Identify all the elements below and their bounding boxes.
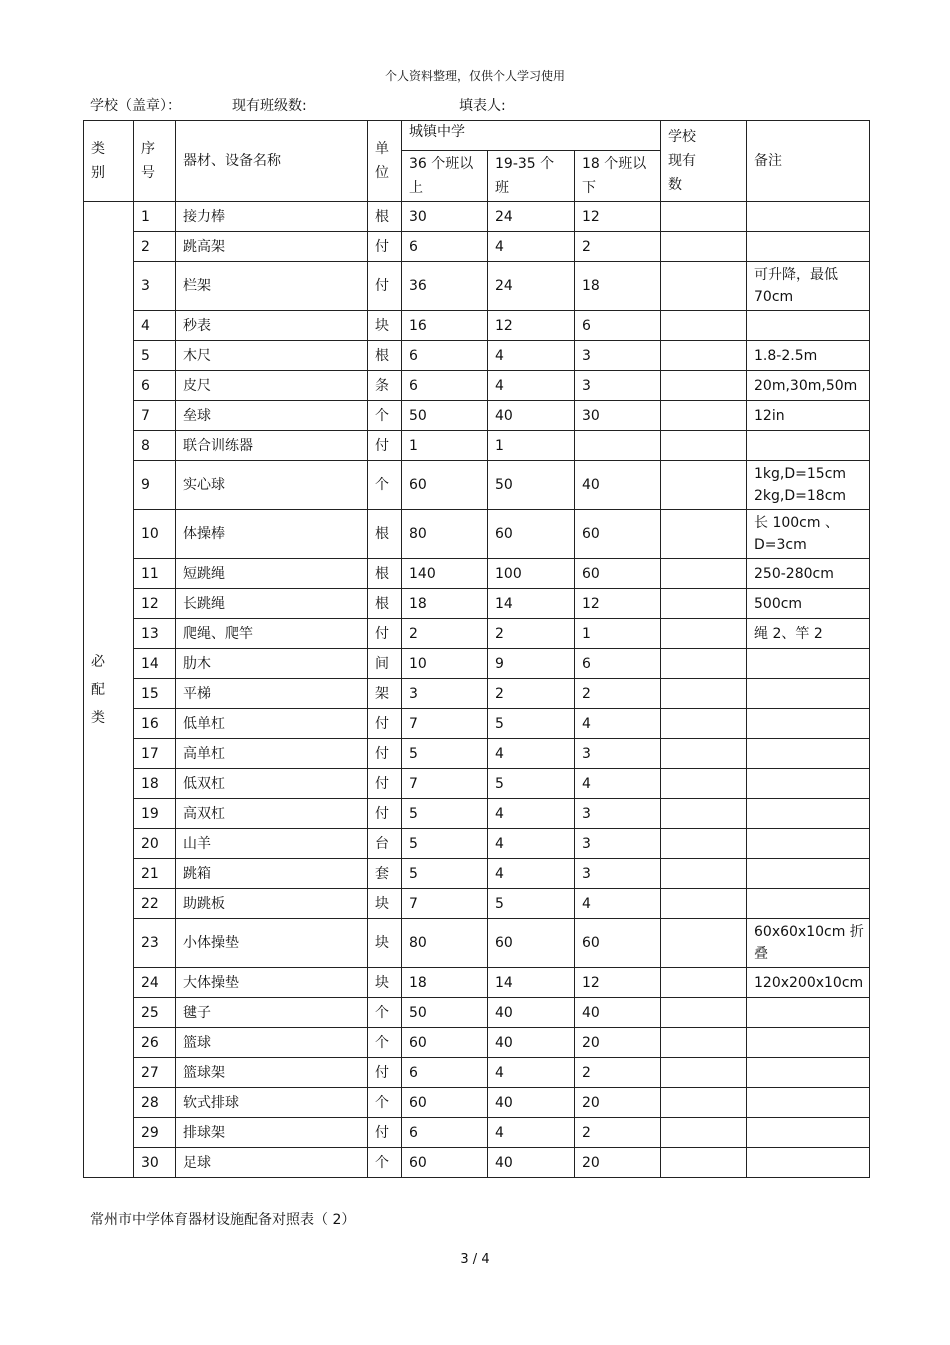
qty-36-cell: 7 bbox=[402, 889, 488, 919]
qty-19-35-cell: 4 bbox=[488, 1058, 575, 1088]
qty-36-cell: 80 bbox=[402, 510, 488, 559]
current-count-cell bbox=[661, 769, 747, 799]
qty-36-cell: 16 bbox=[402, 311, 488, 341]
unit-cell: 付 bbox=[368, 262, 402, 311]
qty-36-cell: 1 bbox=[402, 431, 488, 461]
qty-36-cell: 10 bbox=[402, 649, 488, 679]
current-count-cell bbox=[661, 232, 747, 262]
table-row bbox=[84, 401, 870, 431]
unit-cell: 套 bbox=[368, 859, 402, 889]
table-row bbox=[84, 341, 870, 371]
name-cell: 秒表 bbox=[176, 311, 368, 341]
qty-36-cell: 5 bbox=[402, 739, 488, 769]
qty-19-35-cell: 9 bbox=[488, 649, 575, 679]
table-row bbox=[84, 431, 870, 461]
seq-cell: 24 bbox=[134, 968, 176, 998]
note-cell: 可升降，最低70cm bbox=[747, 262, 870, 311]
table-row bbox=[84, 371, 870, 401]
name-cell: 木尺 bbox=[176, 341, 368, 371]
current-count-cell bbox=[661, 919, 747, 968]
seq-cell: 25 bbox=[134, 998, 176, 1028]
qty-19-35-cell: 50 bbox=[488, 461, 575, 510]
seq-cell: 11 bbox=[134, 559, 176, 589]
seq-cell: 18 bbox=[134, 769, 176, 799]
qty-19-35-cell: 4 bbox=[488, 829, 575, 859]
qty-19-35-cell: 60 bbox=[488, 919, 575, 968]
note-cell bbox=[747, 1148, 870, 1178]
current-count-cell bbox=[661, 968, 747, 998]
seq-cell: 4 bbox=[134, 311, 176, 341]
unit-cell: 付 bbox=[368, 1058, 402, 1088]
table-row bbox=[84, 232, 870, 262]
name-cell: 联合训练器 bbox=[176, 431, 368, 461]
header-seq: 序号 bbox=[134, 121, 176, 202]
qty-18-cell: 40 bbox=[575, 461, 661, 510]
qty-19-35-cell: 4 bbox=[488, 739, 575, 769]
name-cell: 高双杠 bbox=[176, 799, 368, 829]
qty-18-cell: 12 bbox=[575, 968, 661, 998]
current-count-cell bbox=[661, 799, 747, 829]
class-count-label: 现有班级数: bbox=[232, 98, 307, 114]
unit-cell: 付 bbox=[368, 709, 402, 739]
table-row bbox=[84, 919, 870, 968]
current-count-cell bbox=[661, 829, 747, 859]
table-row bbox=[84, 1088, 870, 1118]
table-row bbox=[84, 510, 870, 559]
qty-36-cell: 18 bbox=[402, 968, 488, 998]
qty-36-cell: 6 bbox=[402, 371, 488, 401]
qty-18-cell: 2 bbox=[575, 679, 661, 709]
unit-cell: 个 bbox=[368, 1088, 402, 1118]
seq-cell: 30 bbox=[134, 1148, 176, 1178]
unit-cell: 块 bbox=[368, 968, 402, 998]
qty-18-cell: 6 bbox=[575, 311, 661, 341]
seq-cell: 29 bbox=[134, 1118, 176, 1148]
note-cell: 500cm bbox=[747, 589, 870, 619]
current-count-cell bbox=[661, 619, 747, 649]
unit-cell: 块 bbox=[368, 919, 402, 968]
unit-cell: 根 bbox=[368, 341, 402, 371]
unit-cell: 根 bbox=[368, 202, 402, 232]
qty-18-cell: 3 bbox=[575, 829, 661, 859]
note-cell: 1kg,D=15cm 2kg,D=18cm bbox=[747, 461, 870, 510]
name-cell: 栏架 bbox=[176, 262, 368, 311]
current-count-cell bbox=[661, 510, 747, 559]
name-cell: 低双杠 bbox=[176, 769, 368, 799]
note-cell bbox=[747, 1058, 870, 1088]
note-cell: 12in bbox=[747, 401, 870, 431]
qty-19-35-cell: 24 bbox=[488, 202, 575, 232]
name-cell: 短跳绳 bbox=[176, 559, 368, 589]
seq-cell: 2 bbox=[134, 232, 176, 262]
qty-18-cell: 2 bbox=[575, 1058, 661, 1088]
current-count-cell bbox=[661, 311, 747, 341]
current-count-cell bbox=[661, 202, 747, 232]
seq-cell: 7 bbox=[134, 401, 176, 431]
qty-19-35-cell: 60 bbox=[488, 510, 575, 559]
current-count-cell bbox=[661, 341, 747, 371]
qty-18-cell: 12 bbox=[575, 589, 661, 619]
note-cell bbox=[747, 431, 870, 461]
qty-18-cell: 4 bbox=[575, 889, 661, 919]
name-cell: 平梯 bbox=[176, 679, 368, 709]
qty-19-35-cell: 4 bbox=[488, 341, 575, 371]
seq-cell: 3 bbox=[134, 262, 176, 311]
table-row bbox=[84, 998, 870, 1028]
name-cell: 爬绳、爬竿 bbox=[176, 619, 368, 649]
unit-cell: 付 bbox=[368, 431, 402, 461]
qty-19-35-cell: 40 bbox=[488, 1028, 575, 1058]
qty-18-cell: 3 bbox=[575, 859, 661, 889]
note-cell bbox=[747, 889, 870, 919]
qty-19-35-cell: 40 bbox=[488, 1088, 575, 1118]
seq-cell: 27 bbox=[134, 1058, 176, 1088]
qty-18-cell: 20 bbox=[575, 1088, 661, 1118]
qty-18-cell: 3 bbox=[575, 341, 661, 371]
current-count-cell bbox=[661, 1088, 747, 1118]
qty-19-35-cell: 40 bbox=[488, 998, 575, 1028]
table-row bbox=[84, 1028, 870, 1058]
name-cell: 毽子 bbox=[176, 998, 368, 1028]
qty-19-35-cell: 4 bbox=[488, 859, 575, 889]
seq-cell: 6 bbox=[134, 371, 176, 401]
table-row bbox=[84, 889, 870, 919]
qty-18-cell: 3 bbox=[575, 799, 661, 829]
note-cell bbox=[747, 311, 870, 341]
qty-18-cell: 4 bbox=[575, 769, 661, 799]
note-cell bbox=[747, 232, 870, 262]
name-cell: 高单杠 bbox=[176, 739, 368, 769]
qty-36-cell: 140 bbox=[402, 559, 488, 589]
name-cell: 助跳板 bbox=[176, 889, 368, 919]
category-cell: 必配类 bbox=[84, 202, 134, 1178]
current-count-cell bbox=[661, 589, 747, 619]
name-cell: 跳箱 bbox=[176, 859, 368, 889]
table-row bbox=[84, 968, 870, 998]
qty-18-cell: 3 bbox=[575, 371, 661, 401]
name-cell: 长跳绳 bbox=[176, 589, 368, 619]
current-count-cell bbox=[661, 1118, 747, 1148]
qty-18-cell: 2 bbox=[575, 232, 661, 262]
seq-cell: 8 bbox=[134, 431, 176, 461]
qty-19-35-cell: 24 bbox=[488, 262, 575, 311]
seq-cell: 5 bbox=[134, 341, 176, 371]
note-cell bbox=[747, 202, 870, 232]
note-cell bbox=[747, 1118, 870, 1148]
note-cell bbox=[747, 1088, 870, 1118]
current-count-cell bbox=[661, 679, 747, 709]
current-count-cell bbox=[661, 889, 747, 919]
qty-18-cell: 18 bbox=[575, 262, 661, 311]
unit-cell: 付 bbox=[368, 739, 402, 769]
seq-cell: 12 bbox=[134, 589, 176, 619]
table-row bbox=[84, 829, 870, 859]
qty-36-cell: 5 bbox=[402, 859, 488, 889]
current-count-cell bbox=[661, 859, 747, 889]
table-row bbox=[84, 1118, 870, 1148]
table-row bbox=[84, 461, 870, 510]
header-current-count: 学校现有数 bbox=[661, 121, 747, 202]
name-cell: 软式排球 bbox=[176, 1088, 368, 1118]
table-row bbox=[84, 859, 870, 889]
qty-36-cell: 5 bbox=[402, 799, 488, 829]
equipment-table bbox=[83, 120, 870, 1178]
seq-cell: 1 bbox=[134, 202, 176, 232]
qty-19-35-cell: 14 bbox=[488, 968, 575, 998]
qty-18-cell bbox=[575, 431, 661, 461]
name-cell: 篮球架 bbox=[176, 1058, 368, 1088]
name-cell: 篮球 bbox=[176, 1028, 368, 1058]
qty-36-cell: 7 bbox=[402, 709, 488, 739]
seq-cell: 16 bbox=[134, 709, 176, 739]
note-cell bbox=[747, 829, 870, 859]
note-cell: 250-280cm bbox=[747, 559, 870, 589]
qty-18-cell: 6 bbox=[575, 649, 661, 679]
note-cell bbox=[747, 769, 870, 799]
seq-cell: 15 bbox=[134, 679, 176, 709]
qty-36-cell: 50 bbox=[402, 401, 488, 431]
form-filler-label: 填表人: bbox=[459, 98, 506, 114]
unit-cell: 付 bbox=[368, 769, 402, 799]
qty-19-35-cell: 2 bbox=[488, 619, 575, 649]
qty-19-35-cell: 5 bbox=[488, 709, 575, 739]
qty-18-cell: 3 bbox=[575, 739, 661, 769]
qty-18-cell: 4 bbox=[575, 709, 661, 739]
qty-36-cell: 60 bbox=[402, 1088, 488, 1118]
table-row bbox=[84, 559, 870, 589]
table-row bbox=[84, 709, 870, 739]
unit-cell: 付 bbox=[368, 619, 402, 649]
unit-cell: 付 bbox=[368, 1118, 402, 1148]
qty-36-cell: 6 bbox=[402, 341, 488, 371]
current-count-cell bbox=[661, 1148, 747, 1178]
unit-cell: 根 bbox=[368, 559, 402, 589]
name-cell: 小体操垫 bbox=[176, 919, 368, 968]
qty-36-cell: 60 bbox=[402, 1028, 488, 1058]
seq-cell: 19 bbox=[134, 799, 176, 829]
qty-36-cell: 6 bbox=[402, 1058, 488, 1088]
note-cell: 1.8-2.5m bbox=[747, 341, 870, 371]
qty-36-cell: 36 bbox=[402, 262, 488, 311]
unit-cell: 根 bbox=[368, 589, 402, 619]
unit-cell: 间 bbox=[368, 649, 402, 679]
current-count-cell bbox=[661, 431, 747, 461]
note-cell: 120x200x10cm bbox=[747, 968, 870, 998]
header-18-classes: 18 个班以下 bbox=[575, 151, 661, 202]
unit-cell: 个 bbox=[368, 998, 402, 1028]
current-count-cell bbox=[661, 1058, 747, 1088]
current-count-cell bbox=[661, 371, 747, 401]
table-row bbox=[84, 769, 870, 799]
current-count-cell bbox=[661, 709, 747, 739]
qty-19-35-cell: 4 bbox=[488, 232, 575, 262]
qty-18-cell: 60 bbox=[575, 919, 661, 968]
header-19-35-classes: 19-35 个班 bbox=[488, 151, 575, 202]
table-row bbox=[84, 202, 870, 232]
qty-19-35-cell: 100 bbox=[488, 559, 575, 589]
header-note: 个人资料整理，仅供个人学习使用 bbox=[384, 69, 565, 83]
current-count-cell bbox=[661, 998, 747, 1028]
qty-19-35-cell: 5 bbox=[488, 889, 575, 919]
page-number: 3 / 4 bbox=[460, 1252, 490, 1267]
unit-cell: 付 bbox=[368, 799, 402, 829]
note-cell bbox=[747, 649, 870, 679]
table-row bbox=[84, 799, 870, 829]
qty-36-cell: 60 bbox=[402, 1148, 488, 1178]
current-count-cell bbox=[661, 262, 747, 311]
current-count-cell bbox=[661, 739, 747, 769]
qty-18-cell: 60 bbox=[575, 559, 661, 589]
current-count-cell bbox=[661, 401, 747, 431]
qty-18-cell: 20 bbox=[575, 1148, 661, 1178]
table-row bbox=[84, 619, 870, 649]
qty-18-cell: 1 bbox=[575, 619, 661, 649]
name-cell: 肋木 bbox=[176, 649, 368, 679]
qty-36-cell: 18 bbox=[402, 589, 488, 619]
header-name: 器材、设备名称 bbox=[176, 121, 368, 202]
qty-18-cell: 60 bbox=[575, 510, 661, 559]
unit-cell: 架 bbox=[368, 679, 402, 709]
name-cell: 接力棒 bbox=[176, 202, 368, 232]
qty-36-cell: 3 bbox=[402, 679, 488, 709]
header-urban-middle-school: 城镇中学 bbox=[402, 121, 661, 151]
note-cell bbox=[747, 1028, 870, 1058]
qty-36-cell: 80 bbox=[402, 919, 488, 968]
qty-19-35-cell: 1 bbox=[488, 431, 575, 461]
header-unit: 单位 bbox=[368, 121, 402, 202]
table-row bbox=[84, 589, 870, 619]
table-row bbox=[84, 1148, 870, 1178]
table-caption: 常州市中学体育器材设施配备对照表（ 2） bbox=[90, 1212, 356, 1228]
seq-cell: 26 bbox=[134, 1028, 176, 1058]
name-cell: 大体操垫 bbox=[176, 968, 368, 998]
unit-cell: 个 bbox=[368, 1148, 402, 1178]
seq-cell: 20 bbox=[134, 829, 176, 859]
table-row bbox=[84, 739, 870, 769]
qty-19-35-cell: 14 bbox=[488, 589, 575, 619]
header-36-classes: 36 个班以上 bbox=[402, 151, 488, 202]
qty-36-cell: 50 bbox=[402, 998, 488, 1028]
note-cell bbox=[747, 679, 870, 709]
qty-36-cell: 7 bbox=[402, 769, 488, 799]
unit-cell: 付 bbox=[368, 232, 402, 262]
note-cell: 长 100cm 、D=3cm bbox=[747, 510, 870, 559]
qty-18-cell: 2 bbox=[575, 1118, 661, 1148]
seq-cell: 23 bbox=[134, 919, 176, 968]
qty-19-35-cell: 40 bbox=[488, 1148, 575, 1178]
current-count-cell bbox=[661, 1028, 747, 1058]
qty-19-35-cell: 4 bbox=[488, 799, 575, 829]
seq-cell: 28 bbox=[134, 1088, 176, 1118]
qty-36-cell: 30 bbox=[402, 202, 488, 232]
note-cell bbox=[747, 799, 870, 829]
note-cell: 绳 2、竿 2 bbox=[747, 619, 870, 649]
qty-36-cell: 6 bbox=[402, 1118, 488, 1148]
table-row bbox=[84, 311, 870, 341]
current-count-cell bbox=[661, 461, 747, 510]
qty-36-cell: 60 bbox=[402, 461, 488, 510]
school-stamp-label: 学校（盖章）： bbox=[90, 98, 181, 114]
unit-cell: 块 bbox=[368, 889, 402, 919]
unit-cell: 台 bbox=[368, 829, 402, 859]
qty-18-cell: 40 bbox=[575, 998, 661, 1028]
qty-19-35-cell: 12 bbox=[488, 311, 575, 341]
table-row bbox=[84, 679, 870, 709]
note-cell bbox=[747, 739, 870, 769]
qty-19-35-cell: 40 bbox=[488, 401, 575, 431]
qty-18-cell: 20 bbox=[575, 1028, 661, 1058]
name-cell: 排球架 bbox=[176, 1118, 368, 1148]
seq-cell: 14 bbox=[134, 649, 176, 679]
name-cell: 低单杠 bbox=[176, 709, 368, 739]
current-count-cell bbox=[661, 559, 747, 589]
unit-cell: 个 bbox=[368, 1028, 402, 1058]
seq-cell: 9 bbox=[134, 461, 176, 510]
qty-18-cell: 12 bbox=[575, 202, 661, 232]
header-note: 备注 bbox=[747, 121, 870, 202]
table-row bbox=[84, 1058, 870, 1088]
note-cell: 20m,30m,50m bbox=[747, 371, 870, 401]
note-cell bbox=[747, 709, 870, 739]
unit-cell: 个 bbox=[368, 401, 402, 431]
header-category: 类别 bbox=[84, 121, 134, 202]
seq-cell: 17 bbox=[134, 739, 176, 769]
qty-36-cell: 6 bbox=[402, 232, 488, 262]
unit-cell: 条 bbox=[368, 371, 402, 401]
qty-19-35-cell: 4 bbox=[488, 371, 575, 401]
note-cell bbox=[747, 859, 870, 889]
note-cell bbox=[747, 998, 870, 1028]
name-cell: 跳高架 bbox=[176, 232, 368, 262]
qty-19-35-cell: 2 bbox=[488, 679, 575, 709]
qty-18-cell: 30 bbox=[575, 401, 661, 431]
note-cell: 60x60x10cm 折叠 bbox=[747, 919, 870, 968]
seq-cell: 13 bbox=[134, 619, 176, 649]
table-row bbox=[84, 262, 870, 311]
name-cell: 实心球 bbox=[176, 461, 368, 510]
name-cell: 垒球 bbox=[176, 401, 368, 431]
unit-cell: 个 bbox=[368, 461, 402, 510]
seq-cell: 21 bbox=[134, 859, 176, 889]
name-cell: 皮尺 bbox=[176, 371, 368, 401]
unit-cell: 块 bbox=[368, 311, 402, 341]
name-cell: 体操棒 bbox=[176, 510, 368, 559]
current-count-cell bbox=[661, 649, 747, 679]
qty-36-cell: 2 bbox=[402, 619, 488, 649]
unit-cell: 根 bbox=[368, 510, 402, 559]
name-cell: 足球 bbox=[176, 1148, 368, 1178]
name-cell: 山羊 bbox=[176, 829, 368, 859]
qty-36-cell: 5 bbox=[402, 829, 488, 859]
seq-cell: 10 bbox=[134, 510, 176, 559]
seq-cell: 22 bbox=[134, 889, 176, 919]
qty-19-35-cell: 4 bbox=[488, 1118, 575, 1148]
table-row bbox=[84, 649, 870, 679]
qty-19-35-cell: 5 bbox=[488, 769, 575, 799]
